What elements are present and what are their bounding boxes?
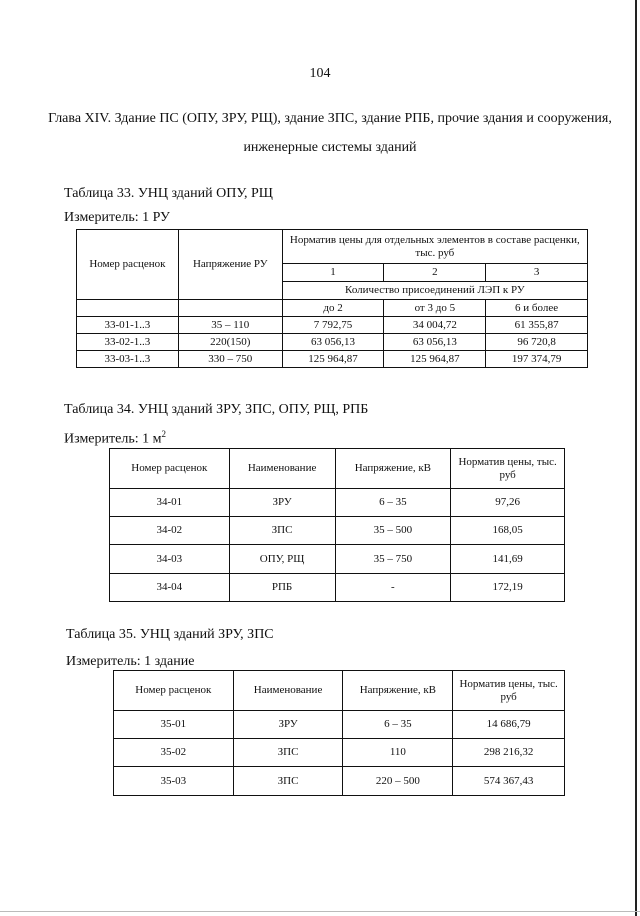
table33-cell-code: 33-02-1..3 <box>77 334 179 351</box>
table34-cell-voltage: 6 – 35 <box>335 489 451 517</box>
table34-caption: Таблица 34. УНЦ зданий ЗРУ, ЗПС, ОПУ, РЩ, РПБ <box>64 402 369 417</box>
table-row <box>77 351 588 368</box>
table34-cell-price: 168,05 <box>451 517 565 545</box>
table33-caption: Таблица 33. УНЦ зданий ОПУ, РЩ <box>64 186 273 201</box>
table33-col-num: 2 <box>384 264 486 282</box>
table35-cell-price: 574 367,43 <box>453 767 565 796</box>
table33-cell-value: 7 792,75 <box>282 317 384 334</box>
table33-col-num: 1 <box>282 264 384 282</box>
page-number: 104 <box>309 66 331 81</box>
table34-cell-price: 172,19 <box>451 574 565 602</box>
table33-cell-voltage: 35 – 110 <box>178 317 282 334</box>
table35-cell-code: 35-03 <box>114 767 234 796</box>
table-row <box>110 574 565 602</box>
table35-header-price: Норматив цены, тыс. руб <box>453 671 565 711</box>
table34-cell-voltage: 35 – 750 <box>335 545 451 574</box>
table33-header-connections: Количество присоединений ЛЭП к РУ <box>282 282 587 300</box>
table-row <box>110 489 565 517</box>
table35 <box>113 670 565 796</box>
table33-cell-code: 33-01-1..3 <box>77 317 179 334</box>
table35-cell-voltage: 220 – 500 <box>343 767 453 796</box>
table34-cell-name: РПБ <box>229 574 335 602</box>
table35-header-name: Наименование <box>233 671 343 711</box>
table34-unit-sup: 2 <box>161 429 166 439</box>
table33-cell-value: 34 004,72 <box>384 317 486 334</box>
table34-unit-text: Измеритель: 1 м <box>64 431 162 447</box>
table34-header-voltage: Напряжение, кВ <box>335 449 451 489</box>
table33-cell-value: 197 374,79 <box>486 351 588 368</box>
table33 <box>76 229 588 368</box>
table34-header-number: Номер расценок <box>110 449 230 489</box>
table34-cell-price: 141,69 <box>451 545 565 574</box>
table35-cell-code: 35-01 <box>114 711 234 739</box>
table33-cell-code: 33-03-1..3 <box>77 351 179 368</box>
table-row <box>77 317 588 334</box>
table33-cell-value: 63 056,13 <box>282 334 384 351</box>
table33-cell-value: 96 720,8 <box>486 334 588 351</box>
table34-cell-code: 34-04 <box>110 574 230 602</box>
table-row <box>114 711 565 739</box>
table-row <box>114 767 565 796</box>
table33-cell-value: 125 964,87 <box>384 351 486 368</box>
table33-subhead: 6 и более <box>486 300 588 317</box>
table34-cell-code: 34-01 <box>110 489 230 517</box>
table33-header-number: Номер расценок <box>77 230 179 300</box>
page-edge-right <box>635 0 637 916</box>
table-row <box>114 739 565 767</box>
table35-unit: Измеритель: 1 здание <box>66 654 195 669</box>
table33-header-norm: Норматив цены для отдельных элементов в составе расценки, тыс. руб <box>282 230 587 264</box>
table33-subhead: до 2 <box>282 300 384 317</box>
table35-cell-voltage: 110 <box>343 739 453 767</box>
table33-blank-cell <box>178 300 282 317</box>
table33-cell-voltage: 330 – 750 <box>178 351 282 368</box>
table-row <box>110 517 565 545</box>
table34-header-price: Норматив цены, тыс. руб <box>451 449 565 489</box>
chapter-title: Глава XIV. Здание ПС (ОПУ, ЗРУ, РЩ), здание ЗПС, здание РПБ, прочие здания и сооружения, инженерные системы зданий <box>48 111 612 155</box>
table35-cell-name: ЗРУ <box>233 711 343 739</box>
table34-cell-name: ЗПС <box>229 517 335 545</box>
table34-cell-voltage: - <box>335 574 451 602</box>
table33-col-num: 3 <box>486 264 588 282</box>
table33-subhead: от 3 до 5 <box>384 300 486 317</box>
table34-cell-code: 34-03 <box>110 545 230 574</box>
table33-header-voltage: Напряжение РУ <box>178 230 282 300</box>
table33-unit: Измеритель: 1 РУ <box>64 210 170 225</box>
table34-cell-code: 34-02 <box>110 517 230 545</box>
table34-cell-name: ЗРУ <box>229 489 335 517</box>
table34-unit <box>64 429 166 448</box>
table-row <box>77 334 588 351</box>
table33-cell-value: 125 964,87 <box>282 351 384 368</box>
table35-cell-code: 35-02 <box>114 739 234 767</box>
table33-cell-value: 61 355,87 <box>486 317 588 334</box>
table35-cell-name: ЗПС <box>233 767 343 796</box>
table33-cell-voltage: 220(150) <box>178 334 282 351</box>
table34 <box>109 448 565 602</box>
page-edge-bottom <box>0 911 640 912</box>
table35-cell-name: ЗПС <box>233 739 343 767</box>
table33-blank-cell <box>77 300 179 317</box>
table35-header-number: Номер расценок <box>114 671 234 711</box>
table-row <box>110 545 565 574</box>
table35-caption: Таблица 35. УНЦ зданий ЗРУ, ЗПС <box>66 627 274 642</box>
table35-header-voltage: Напряжение, кВ <box>343 671 453 711</box>
table34-cell-name: ОПУ, РЩ <box>229 545 335 574</box>
table34-header-name: Наименование <box>229 449 335 489</box>
table35-cell-voltage: 6 – 35 <box>343 711 453 739</box>
table33-cell-value: 63 056,13 <box>384 334 486 351</box>
table34-cell-price: 97,26 <box>451 489 565 517</box>
table35-cell-price: 298 216,32 <box>453 739 565 767</box>
table34-cell-voltage: 35 – 500 <box>335 517 451 545</box>
table35-cell-price: 14 686,79 <box>453 711 565 739</box>
